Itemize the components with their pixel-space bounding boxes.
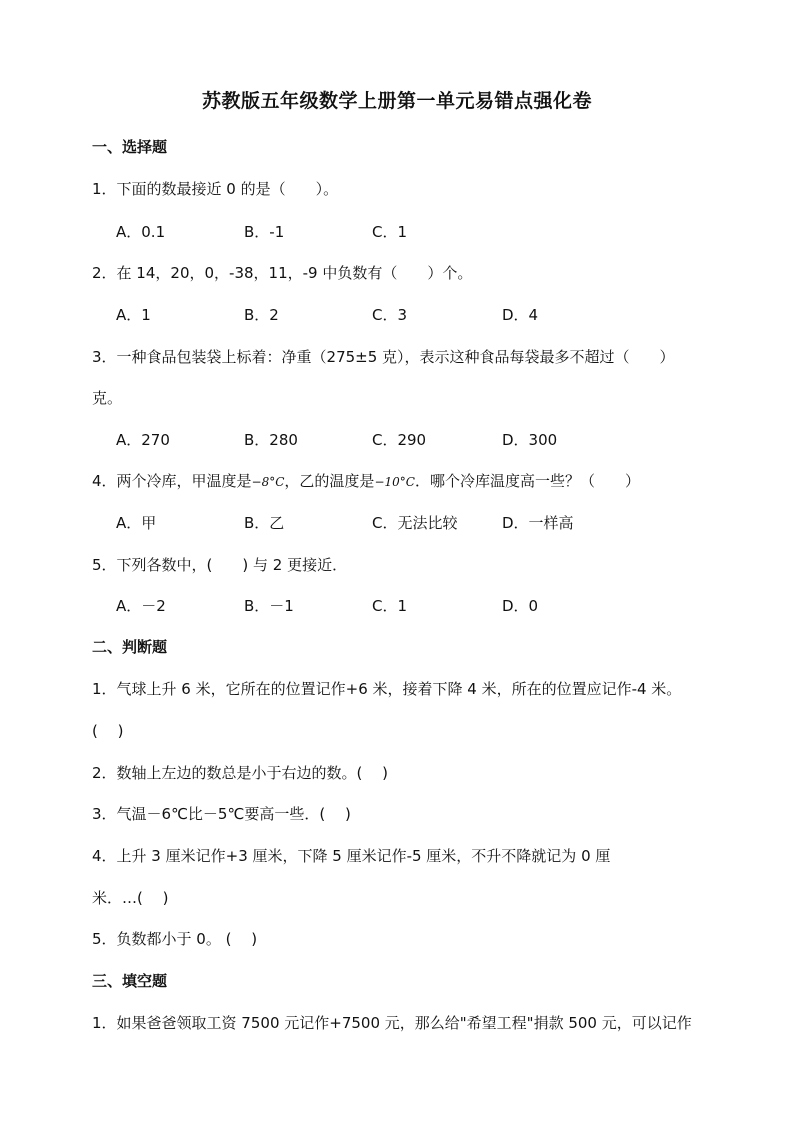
choice-q4-stem-pre: 4．两个冷库，甲温度是	[92, 472, 252, 490]
section-heading-judge: 二、判断题	[92, 638, 168, 656]
judge-q1-bracket: ( )	[92, 722, 124, 740]
choice-q3-stem-continued: 克。	[92, 389, 123, 407]
judge-q3: 3．气温－6℃比－5℃要高一些．( )	[92, 805, 351, 823]
choice-q5-option-a: A．－2	[116, 597, 166, 615]
page-title: 苏教版五年级数学上册第一单元易错点强化卷	[201, 90, 592, 112]
choice-q2-option-d: D．4	[502, 306, 539, 324]
section-heading-fill: 三、填空题	[92, 972, 168, 990]
choice-q5-option-b: B．－1	[244, 597, 294, 615]
judge-q4-continued: 米．…( )	[92, 889, 169, 907]
choice-q1-stem: 1．下面的数最接近 0 的是（ ）。	[92, 180, 339, 198]
fill-q1: 1．如果爸爸领取工资 7500 元记作+7500 元，那么给"希望工程"捐款 500 元，可以记作	[92, 1014, 692, 1032]
choice-q1-option-a: A．0.1	[116, 223, 166, 241]
choice-q5-option-d: D．0	[502, 597, 539, 615]
choice-q4-stem-mid: ，乙的温度是	[284, 472, 375, 490]
judge-q1: 1．气球上升 6 米，它所在的位置记作+6 米，接着下降 4 米，所在的位置应记作-4 米。	[92, 680, 682, 698]
choice-q4-temp-a: −8°C	[251, 475, 285, 489]
choice-q4-option-d: D．一样高	[502, 514, 574, 532]
choice-q5-stem: 5．下列各数中，( ) 与 2 更接近．	[92, 556, 348, 574]
choice-q4-stem	[92, 470, 640, 491]
choice-q4-option-c: C．无法比较	[372, 514, 458, 532]
choice-q4-stem-post: ．哪个冷库温度高一些？（ ）	[414, 472, 640, 490]
choice-q4-option-a: A．甲	[116, 514, 157, 532]
judge-q2: 2．数轴上左边的数总是小于右边的数。( )	[92, 764, 389, 782]
section-heading-choice: 一、选择题	[92, 138, 168, 156]
choice-q2-option-c: C．3	[372, 306, 408, 324]
choice-q5-option-c: C．1	[372, 597, 408, 615]
choice-q3-option-d: D．300	[502, 431, 558, 449]
judge-q4: 4．上升 3 厘米记作+3 厘米，下降 5 厘米记作-5 厘米，不升不降就记为 0 厘	[92, 847, 611, 865]
judge-q5: 5．负数都小于 0。 ( )	[92, 930, 258, 948]
choice-q1-option-b: B．-1	[244, 223, 285, 241]
choice-q4-temp-b: −10°C	[374, 475, 415, 489]
choice-q1-option-c: C．1	[372, 223, 408, 241]
choice-q3-option-b: B．280	[244, 431, 298, 449]
choice-q2-option-b: B．2	[244, 306, 279, 324]
choice-q4-option-b: B．乙	[244, 514, 285, 532]
choice-q3-stem: 3．一种食品包装袋上标着：净重（275±5 克），表示这种食品每袋最多不超过（ ）	[92, 348, 675, 366]
choice-q2-option-a: A．1	[116, 306, 151, 324]
choice-q3-option-c: C．290	[372, 431, 427, 449]
choice-q3-option-a: A．270	[116, 431, 170, 449]
choice-q2-stem: 2．在 14，20，0，-38，11，-9 中负数有（ ）个。	[92, 264, 473, 282]
